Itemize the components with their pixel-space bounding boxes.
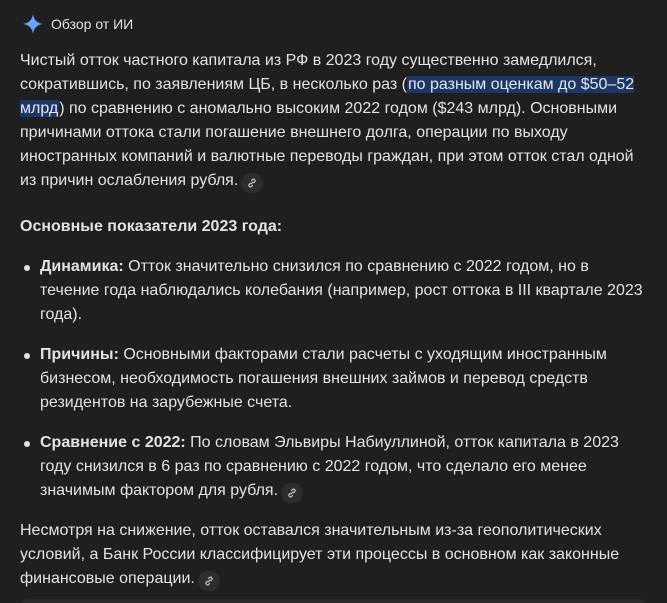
bullet-text: Основными факторами стали расчеты с уходящим иностранным бизнесом, необходимость погашения внешних займов и перевод средств резидентов на зарубежные счета. bbox=[40, 346, 607, 411]
source-link-button[interactable] bbox=[198, 571, 220, 591]
sparkle-icon bbox=[22, 13, 44, 35]
bullet-label: Сравнение с 2022: bbox=[40, 434, 186, 451]
highlighted-estimate[interactable]: по разным оценкам до $50–52 млрд bbox=[20, 76, 635, 117]
bullet-text: Отток значительно снизился по сравнению с 2022 годом, но в течение года наблюдались колебания (например, рост оттока в III квартале 2023 года). bbox=[40, 258, 643, 323]
link-icon bbox=[286, 487, 298, 499]
list-item bbox=[20, 255, 647, 327]
ai-overview-title: Обзор от ИИ bbox=[51, 16, 134, 32]
list-item bbox=[20, 343, 647, 415]
bullet-label: Причины: bbox=[40, 346, 119, 363]
intro-paragraph bbox=[20, 49, 647, 193]
conclusion-paragraph bbox=[20, 519, 647, 591]
source-link-button[interactable] bbox=[281, 483, 303, 503]
ai-overview-header bbox=[20, 10, 647, 38]
intro-text-before: Чистый отток частного капитала из РФ в 2023 году существенно замедлился, сократившись, по заявлениям ЦБ, в несколько раз ( bbox=[20, 52, 597, 93]
bullet-label: Динамика: bbox=[40, 258, 124, 275]
intro-text-after: ) по сравнению с аномально высоким 2022 годом ($243 млрд). Основными причинами оттока стали погашение внешнего долга, операции по выходу иностранных компаний и валютные переводы граждан, при этом отток стал одной из причин ослабления рубля. bbox=[20, 100, 634, 189]
list-item bbox=[20, 431, 647, 503]
bottom-card-edge bbox=[20, 599, 647, 603]
source-link-button[interactable] bbox=[241, 173, 263, 193]
link-icon bbox=[246, 177, 258, 189]
section-heading: Основные показатели 2023 года: bbox=[20, 218, 283, 235]
key-indicators-list bbox=[20, 255, 647, 503]
conclusion-text: Несмотря на снижение, отток оставался значительным из-за геополитических условий, а Банк России классифицирует эти процессы в основном как законные финансовые операции. bbox=[20, 522, 620, 587]
link-icon bbox=[203, 575, 215, 587]
bullet-text: По словам Эльвиры Набиуллиной, отток капитала в 2023 году снизился в 6 раз по сравнению с 2022 годом, что сделало его менее значимым фактором для рубля. bbox=[40, 434, 619, 499]
